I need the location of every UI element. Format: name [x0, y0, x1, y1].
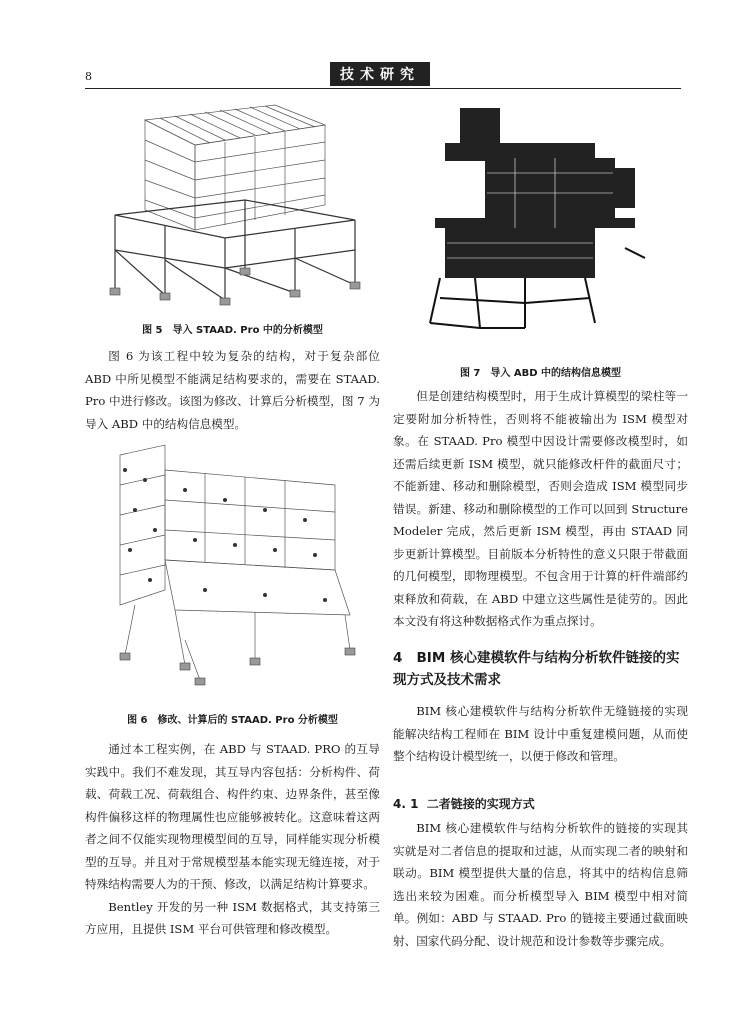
section-4-heading: [393, 647, 688, 691]
figure-5-caption: 图 5 导入 STAAD. Pro 中的分析模型: [142, 325, 323, 336]
figure-7-caption: 图 7 导入 ABD 中的结构信息模型: [459, 368, 622, 379]
left-paragraph-2: 通过本工程实例，在 ABD 与 STAAD. PRO 的互导实践中。我们不难发现，其互导内容包括：分析构件、荷载、荷载工况、荷载组合、构件约束、边界条件，甚至像构件偏移这样的物理属性也应能够被转化。这意味着这两者之间不仅能实现物理模型间的互导，同样能实现分析模型的互导。并且对于常规模型基本能实现无缝连接，对于特殊结构需要人为的干预、修改，以满足结构计算要求。 Bentley 开发的另一种 ISM 数据格式，其支持第三方应用，且提供 ISM 平台可供管理和修改模型。: [85, 738, 380, 941]
section-4-1-title: 二者链接的实现方式: [426, 797, 535, 811]
section-label: 技术研究: [330, 62, 430, 86]
header-rule: [85, 88, 681, 89]
figure-5-image: [105, 100, 365, 310]
figure-6-image: [105, 440, 370, 690]
page-number: 8: [85, 70, 92, 83]
figure-7-image: [425, 98, 655, 333]
section-4-number: 4: [393, 650, 403, 666]
figure-6-caption: 图 6 修改、计算后的 STAAD. Pro 分析模型: [127, 715, 338, 726]
right-paragraph-3: BIM 核心建模软件与结构分析软件的链接的实现其实就是对二者信息的提取和过滤，从而实现二者的映射和联动。BIM 模型提供大量的信息，将其中的结构信息筛选出来较为困难。而分析模型导入 BIM 模型中相对简单。例如：ABD 与 STAAD. Pro 的链接主要通过截面映射、国家代码分配、设计规范和设计参数等步骤完成。: [393, 821, 688, 948]
section-4-title: BIM 核心建模软件与结构分析软件链接的实现方式及技术需求: [393, 650, 680, 688]
right-paragraph-2: BIM 核心建模软件与结构分析软件无缝链接的实现能解决结构工程师在 BIM 设计中重复建模问题，从而使整个结构设计模型统一，以便于修改和管理。: [393, 704, 688, 763]
left-paragraph-1: 图 6 为该工程中较为复杂的结构，对于复杂部位 ABD 中所见模型不能满足结构要求的，需要在 STAAD. Pro 中进行修改。该图为修改、计算后分析模型，图 7 为导入 ABD 中的结构信息模型。: [85, 349, 380, 431]
section-4-1-heading: [393, 795, 688, 812]
section-4-1-number: 4. 1: [393, 797, 419, 811]
left-paragraph-3: Bentley 开发的另一种 ISM 数据格式，其支持第三方应用，且提供 ISM 平台可供管理和修改模型。: [85, 899, 380, 936]
right-paragraph-1: 但是创建结构模型时，用于生成计算模型的梁柱等一定要附加分析特性，否则将不能被输出为 ISM 模型对象。在 STAAD. Pro 模型中因设计需要修改模型时，如还需后续更新 ISM 模型，就只能修改杆件的截面尺寸；不能新建、移动和删除模型，否则会造成 ISM 模型同步错误。新建、移动和删除模型的工作可以回到 Structure Modeler 完成，然后更新 ISM 模型，再由 STAAD 同步更新计算模型。目前版本分析特性的意义只限于带截面的几何模型，即物理模型。不包含用于计算的杆件端部约束释放和荷载，在 ABD 中建立这些属性是徒劳的。因此本文没有将这种数据格式作为重点探讨。: [393, 389, 688, 628]
